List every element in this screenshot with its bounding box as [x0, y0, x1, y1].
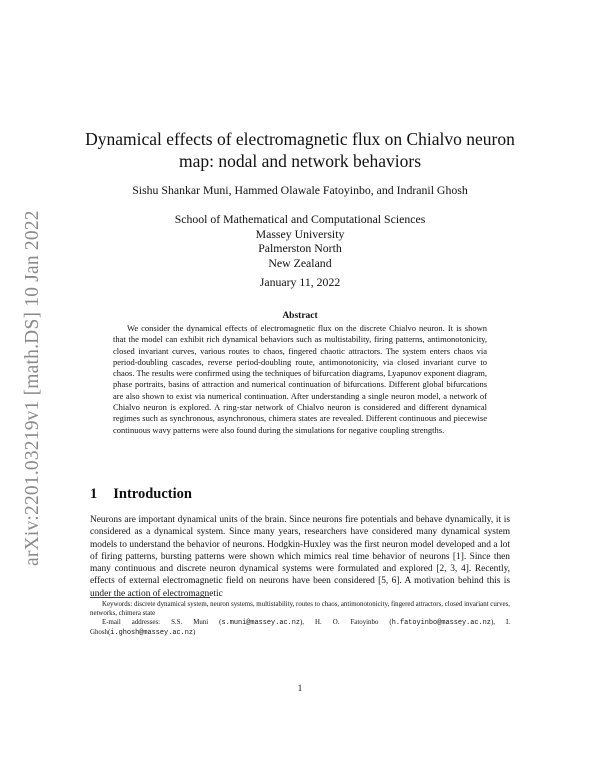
- affiliation-line-university: Massey University: [255, 226, 345, 241]
- email-footnote: [90, 618, 510, 638]
- affiliation-line-school: School of Mathematical and Computational Sciences: [174, 212, 426, 226]
- email-separator-1: ), H. O. Fatoyinbo (: [300, 619, 392, 626]
- publication-date: January 11, 2022: [259, 275, 341, 289]
- section-heading-introduction: [90, 486, 192, 503]
- arxiv-identifier-stamp[interactable]: arXiv:2201.03219v1 [math.DS] 10 Jan 2022: [22, 210, 43, 566]
- keywords-footnote: Keywords: discrete dynamical system, neuron systems, multistability, routes to chaos, antimonotonicity, fingered attractors, closed invariant curves, networks, chimera state: [90, 601, 510, 617]
- email-link-ghosh[interactable]: i.ghosh@massey.ac.nz: [110, 629, 193, 637]
- footnote-divider: [90, 597, 210, 598]
- footnotes-block: [90, 600, 510, 638]
- author-list: Sishu Shankar Muni, Hammed Olawale Fatoyinbo, and Indranil Ghosh: [132, 183, 468, 197]
- abstract-text: We consider the dynamical effects of electromagnetic flux on the discrete Chialvo neuron. It is shown that the model can exhibit rich dynamical behaviors such as multistability, firing patterns, antimonotonicity, closed invariant curves, various routes to chaos, fingered chaotic attractors. The system enters chaos via period-doubling cascades, reverse period-doubling route, antimonotonicity, via closed invariant curve to chaos. The results were confirmed using the techniques of bifurcation diagrams, Lyapunov exponent diagram, phase portraits, basins of attraction and numerical continuation of bifurcations. Different global bifurcations are also shown to exist via numerical continuation. After understanding a single neuron model, a network of Chialvo neuron is explored. A ring-star network of Chialvo neuron is considered and different dynamical regimes such as synchronous, asynchronous, chimera states are revealed. Different continuous and piecewise continuous wavy patterns were also found during the simulations for negative coupling strengths.: [113, 323, 487, 435]
- email-suffix: ): [193, 629, 196, 636]
- affiliation-line-country: New Zealand: [268, 255, 332, 270]
- section-title: Introduction: [113, 486, 192, 502]
- affiliation-block: [80, 212, 520, 270]
- email-link-fatoyinbo[interactable]: h.fatoyinbo@massey.ac.nz: [391, 619, 491, 627]
- email-prefix: E-mail addresses: S.S. Muni (: [102, 619, 222, 626]
- section-number: 1: [90, 486, 98, 502]
- paper-title: Dynamical effects of electromagnetic flux on Chialvo neuron map: nodal and network behaviors: [85, 129, 515, 171]
- page-number: 1: [297, 684, 303, 694]
- abstract-heading: Abstract: [282, 311, 318, 321]
- introduction-text: Neurons are important dynamical units of the brain. Since neurons fire potentials and behave dynamically, it is considered as a dynamical system. Since many years, researchers have considered many dynamical system models to understand the behavior of neurons. Hodgkin-Huxley was the first neuron model developed and a lot of firing patterns, bursting patterns were shown which mimics real time behavior of neurons [1]. Since then many continuous and discrete neuron dynamical systems were formulated and explored [2, 3, 4]. Recently, effects of external electromagnetic field on neurons have been considered [5, 6]. A motivation behind this is under the action of electromagnetic: [90, 515, 510, 599]
- affiliation-line-city: Palmerston North: [258, 241, 342, 255]
- email-separator-2: ), I. Ghosh(: [90, 619, 510, 636]
- email-link-muni[interactable]: s.muni@massey.ac.nz: [221, 619, 301, 627]
